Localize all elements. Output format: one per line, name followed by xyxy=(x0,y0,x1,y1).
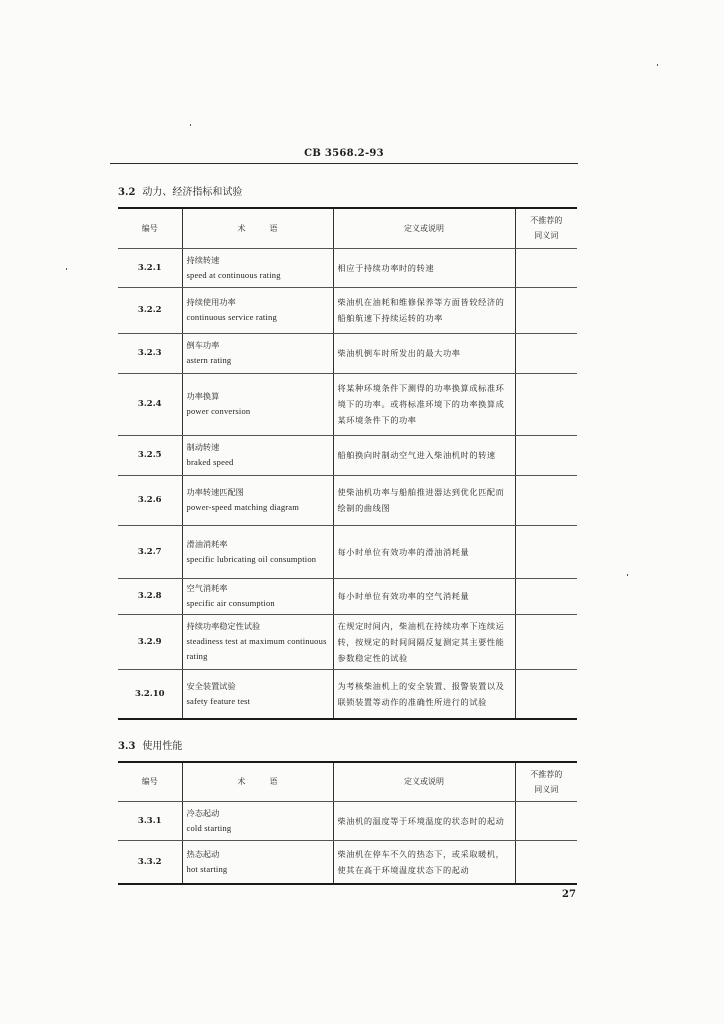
term-number: 3.2.9 xyxy=(118,614,182,669)
term-number: 3.2.7 xyxy=(118,525,182,578)
section-number: 3.3 xyxy=(118,741,136,752)
definition-cell: 柴油机在油耗和维修保养等方面皆较经济的船舶航速下持续运转的功率 xyxy=(333,287,515,333)
definition-cell: 为考核柴油机上的安全装置、报警装置以及联锁装置等动作的准确性所进行的试验 xyxy=(333,669,515,719)
term-en: specific lubricating oil consumption xyxy=(186,553,317,564)
section-title: 使用性能 xyxy=(142,741,183,752)
term-number: 3.2.10 xyxy=(118,669,182,719)
term-number: 3.2.5 xyxy=(118,435,182,475)
synonym-cell xyxy=(515,525,577,578)
table-row xyxy=(118,435,577,475)
term-en: astern rating xyxy=(186,355,232,365)
term-number: 3.2.8 xyxy=(118,578,182,614)
definition-cell: 每小时单位有效功率的空气消耗量 xyxy=(333,578,515,614)
table-row xyxy=(118,840,577,884)
term-number: 3.3.1 xyxy=(118,801,182,840)
definition-cell: 将某种环境条件下测得的功率换算成标准环境下的功率。或将标准环境下的功率换算成某环境条件下的功率 xyxy=(333,373,515,435)
term-zh: 功率换算 xyxy=(186,391,220,401)
term-zh: 空气消耗率 xyxy=(186,583,228,593)
term-zh: 倒车功率 xyxy=(186,340,220,350)
term-zh: 滑油消耗率 xyxy=(186,538,228,549)
definition-cell: 柴油机倒车时所发出的最大功率 xyxy=(333,333,515,373)
term-zh: 安全装置试验 xyxy=(186,680,236,691)
term-cell xyxy=(182,248,333,287)
definition-cell: 柴油机的温度等于环境温度的状态时的起动 xyxy=(333,801,515,840)
synonym-cell xyxy=(515,801,577,840)
synonym-cell xyxy=(515,669,577,719)
term-number: 3.2.1 xyxy=(118,248,182,287)
term-cell xyxy=(182,333,333,373)
synonym-cell xyxy=(515,287,577,333)
synonym-cell xyxy=(515,435,577,475)
synonym-cell xyxy=(515,614,577,669)
term-number: 3.3.2 xyxy=(118,840,182,884)
term-zh: 热态起动 xyxy=(186,848,220,859)
header-rule xyxy=(110,163,578,164)
table-row xyxy=(118,525,577,578)
table-row xyxy=(118,614,577,669)
definition-cell: 每小时单位有效功率的滑油消耗量 xyxy=(333,525,515,578)
term-en: braked speed xyxy=(186,457,234,467)
synonym-cell xyxy=(515,578,577,614)
col-header-term: 术 语 xyxy=(182,762,333,801)
table-header-row xyxy=(118,762,577,801)
definition-cell: 柴油机在停车不久的热态下，或采取暖机，使其在高于环境温度状态下的起动 xyxy=(333,840,515,884)
section-number: 3.2 xyxy=(118,187,136,198)
synonym-cell xyxy=(515,333,577,373)
term-number: 3.2.3 xyxy=(118,333,182,373)
table-row xyxy=(118,801,577,840)
term-en: speed at continuous rating xyxy=(186,269,281,280)
term-number: 3.2.6 xyxy=(118,475,182,525)
term-cell xyxy=(182,578,333,614)
term-cell xyxy=(182,373,333,435)
definition-cell: 船舶换向时制动空气进入柴油机时的转速 xyxy=(333,435,515,475)
term-zh: 持续功率稳定性试验 xyxy=(186,621,261,631)
table-row xyxy=(118,287,577,333)
table-row xyxy=(118,578,577,614)
section-heading xyxy=(118,737,182,752)
term-en: steadiness test at maximum continuous rating xyxy=(186,636,327,661)
col-header-number: 编号 xyxy=(118,762,182,801)
synonym-cell xyxy=(515,248,577,287)
term-cell xyxy=(182,287,333,333)
col-header-definition: 定义或说明 xyxy=(333,208,515,248)
term-cell xyxy=(182,525,333,578)
synonym-cell xyxy=(515,475,577,525)
definition-cell: 在规定时间内，柴油机在持续功率下连续运转，按规定的时间间隔反复测定其主要性能参数稳定性的试验 xyxy=(333,614,515,669)
term-zh: 持续使用功率 xyxy=(186,297,236,307)
col-header-not-recommended: 不推荐的 同义词 xyxy=(515,208,577,248)
table-row xyxy=(118,373,577,435)
document-code-header: CB 3568.2-93 xyxy=(304,148,384,159)
table-row xyxy=(118,248,577,287)
col-header-not-recommended: 不推荐的 同义词 xyxy=(515,762,577,801)
term-cell xyxy=(182,435,333,475)
term-en: hot starting xyxy=(186,863,228,874)
terms-table xyxy=(118,207,577,720)
col-header-number: 编号 xyxy=(118,208,182,248)
terms-table xyxy=(118,761,577,885)
section-heading xyxy=(118,183,242,198)
term-number: 3.2.4 xyxy=(118,373,182,435)
term-cell xyxy=(182,801,333,840)
synonym-cell xyxy=(515,373,577,435)
term-number: 3.2.2 xyxy=(118,287,182,333)
term-cell xyxy=(182,614,333,669)
term-en: power conversion xyxy=(186,406,251,416)
section-title: 动力、经济指标和试验 xyxy=(142,187,243,198)
term-zh: 持续转速 xyxy=(186,254,220,265)
term-cell xyxy=(182,840,333,884)
term-cell xyxy=(182,669,333,719)
term-en: specific air consumption xyxy=(186,598,275,608)
page-number: 27 xyxy=(562,889,576,900)
table-row xyxy=(118,669,577,719)
col-header-definition: 定义或说明 xyxy=(333,762,515,801)
table-header-row xyxy=(118,208,577,248)
term-en: continuous service rating xyxy=(186,312,277,322)
table-row xyxy=(118,333,577,373)
term-zh: 冷态起动 xyxy=(186,807,220,818)
col-header-term: 术 语 xyxy=(182,208,333,248)
term-en: power-speed matching diagram xyxy=(186,502,300,512)
term-en: safety feature test xyxy=(186,695,251,706)
term-cell xyxy=(182,475,333,525)
term-en: cold starting xyxy=(186,822,232,833)
synonym-cell xyxy=(515,840,577,884)
definition-cell: 使柴油机功率与船舶推进器达到优化匹配而绘制的曲线图 xyxy=(333,475,515,525)
term-zh: 功率转速匹配图 xyxy=(186,487,244,497)
term-zh: 制动转速 xyxy=(186,442,220,452)
definition-cell: 相应于持续功率时的转速 xyxy=(333,248,515,287)
table-row xyxy=(118,475,577,525)
